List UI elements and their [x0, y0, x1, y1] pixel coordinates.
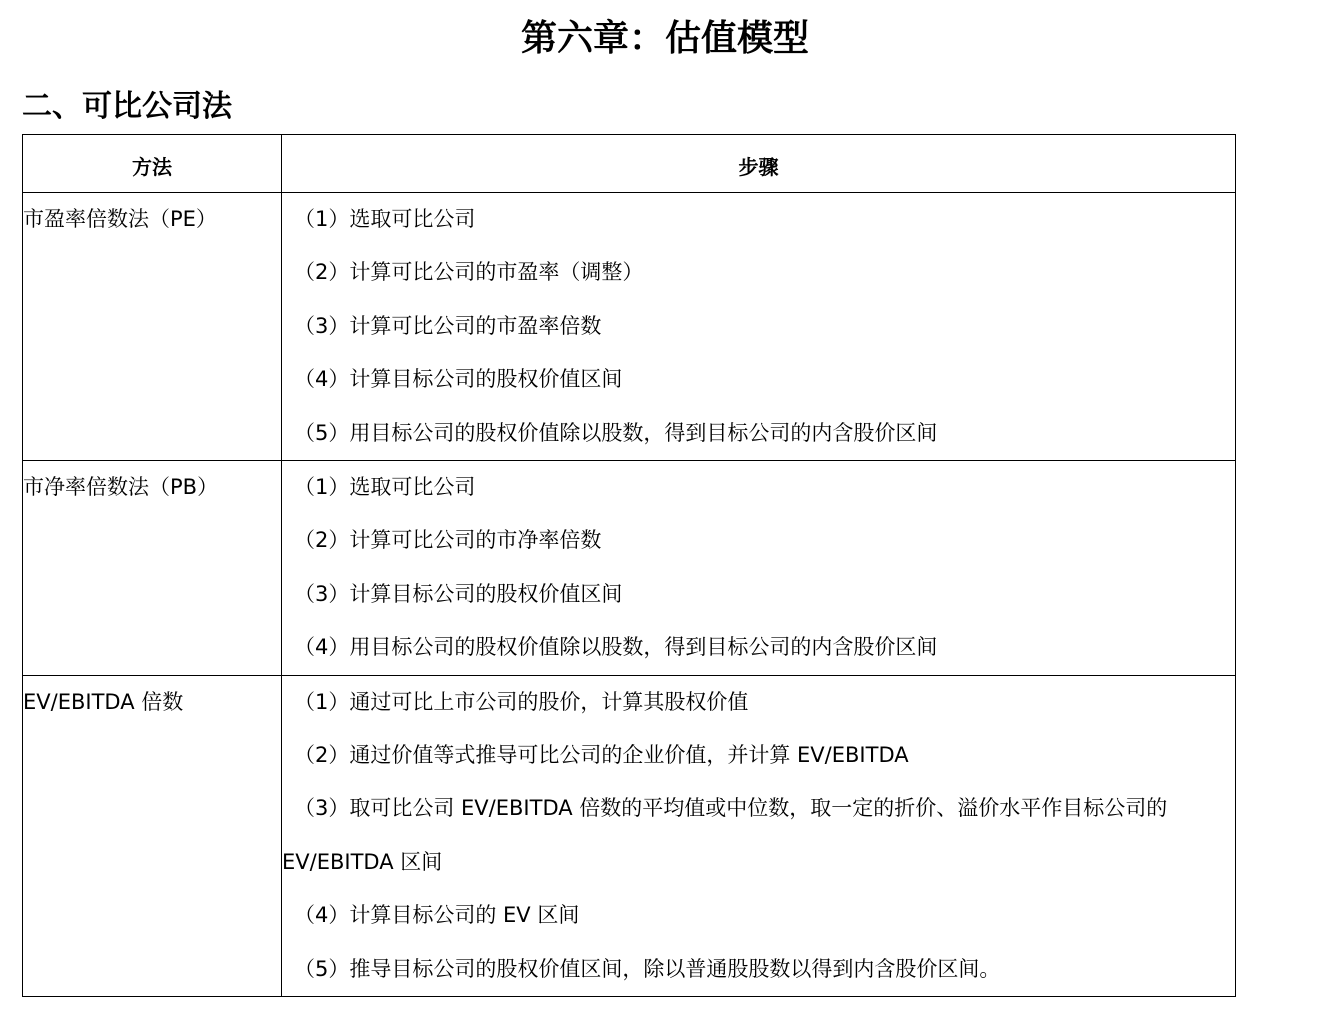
table-row-ev-ebitda — [23, 675, 1236, 996]
step-item: （1）通过可比上市公司的股价，计算其股权价值 — [294, 689, 749, 714]
section-title: 二、可比公司法 — [22, 89, 232, 124]
header-steps: 步骤 — [282, 135, 1236, 193]
steps-pb — [282, 461, 1236, 676]
step-item: （5）推导目标公司的股权价值区间，除以普通股股数以得到内含股价区间。 — [294, 956, 1001, 981]
step-item: （1）选取可比公司 — [294, 475, 476, 500]
table-row-pe — [23, 193, 1236, 461]
step-item: （2）通过价值等式推导可比公司的企业价值，并计算 EV/EBITDA — [294, 743, 909, 768]
table-row-pb — [23, 461, 1236, 676]
step-item: （4）计算目标公司的 EV 区间 — [294, 903, 580, 928]
step-item: （1）选取可比公司 — [294, 207, 476, 231]
method-name-pb: 市净率倍数法（PB） — [23, 461, 282, 676]
step-item: （2）计算可比公司的市盈率（调整） — [294, 260, 644, 285]
header-method: 方法 — [23, 135, 282, 193]
step-item: （5）用目标公司的股权价值除以股数，得到目标公司的内含股价区间 — [294, 420, 938, 445]
steps-ev-ebitda — [282, 675, 1236, 996]
step-item: （4）计算目标公司的股权价值区间 — [294, 367, 623, 392]
method-name-ev-ebitda: EV/EBITDA 倍数 — [23, 675, 282, 996]
chapter-title: 第六章：估值模型 — [520, 18, 809, 59]
steps-pe — [282, 193, 1236, 461]
step-item: （4）用目标公司的股权价值除以股数，得到目标公司的内含股价区间 — [294, 635, 938, 660]
step-item: （3）计算可比公司的市盈率倍数 — [294, 313, 602, 338]
table-header-row — [23, 135, 1236, 193]
method-name-pe: 市盈率倍数法（PE） — [23, 193, 282, 461]
methods-table — [22, 134, 1236, 997]
step-item: （2）计算可比公司的市净率倍数 — [294, 528, 602, 553]
step-item: （3）计算目标公司的股权价值区间 — [294, 581, 623, 606]
step-item: （3）取可比公司 EV/EBITDA 倍数的平均值或中位数，取一定的折价、溢价水平作目标公司的 EV/EBITDA 区间 — [282, 796, 1168, 874]
